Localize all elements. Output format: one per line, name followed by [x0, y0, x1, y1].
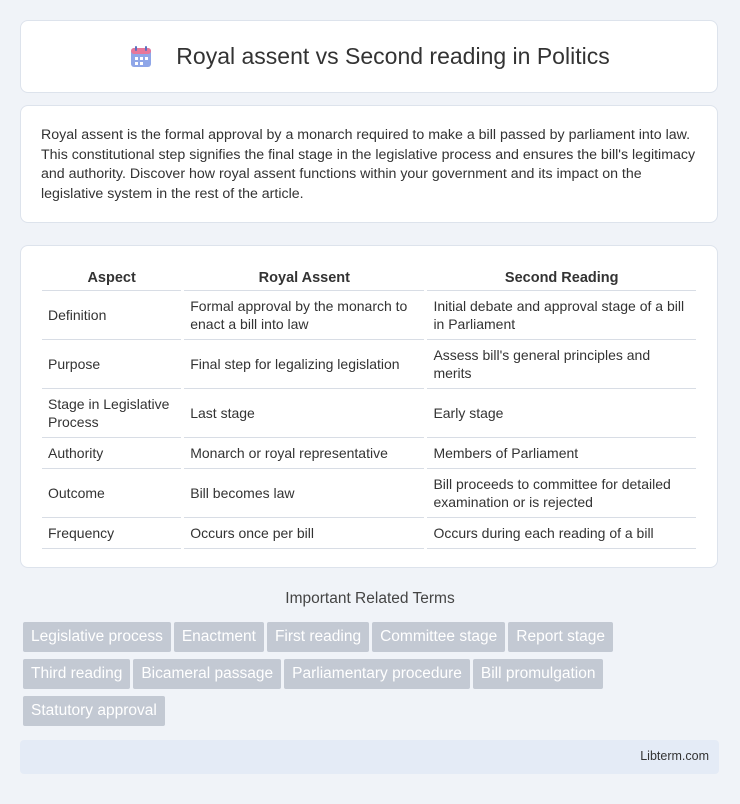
row-royal-assent: Bill becomes law	[184, 469, 424, 518]
tag-third-reading[interactable]: Third reading	[23, 659, 130, 689]
row-aspect: Stage in Legislative Process	[42, 389, 181, 438]
row-aspect: Authority	[42, 438, 181, 469]
row-royal-assent: Monarch or royal representative	[184, 438, 424, 469]
calendar-icon	[128, 44, 154, 70]
row-aspect: Definition	[42, 291, 181, 340]
row-second-reading: Occurs during each reading of a bill	[427, 518, 696, 549]
table-row	[42, 340, 696, 389]
header-second-reading: Second Reading	[427, 266, 696, 291]
related-terms-title: Important Related Terms	[285, 590, 455, 607]
related-terms-list	[23, 622, 713, 733]
header-royal-assent: Royal Assent	[184, 266, 424, 291]
tag-parliamentary-procedure[interactable]: Parliamentary procedure	[284, 659, 470, 689]
table-row	[42, 518, 696, 549]
row-aspect: Outcome	[42, 469, 181, 518]
tag-bill-promulgation[interactable]: Bill promulgation	[473, 659, 604, 689]
row-royal-assent: Formal approval by the monarch to enact a bill into law	[184, 291, 424, 340]
row-royal-assent: Last stage	[184, 389, 424, 438]
table-row	[42, 469, 696, 518]
tag-bicameral-passage[interactable]: Bicameral passage	[133, 659, 281, 689]
table-row	[42, 389, 696, 438]
row-second-reading: Early stage	[427, 389, 696, 438]
tag-enactment[interactable]: Enactment	[174, 622, 264, 652]
row-royal-assent: Final step for legalizing legislation	[184, 340, 424, 389]
tag-statutory-approval[interactable]: Statutory approval	[23, 696, 165, 726]
comparison-card	[20, 245, 718, 568]
tag-legislative-process[interactable]: Legislative process	[23, 622, 171, 652]
header-aspect: Aspect	[42, 266, 181, 291]
row-second-reading: Assess bill's general principles and merits	[427, 340, 696, 389]
table-row	[42, 291, 696, 340]
row-royal-assent: Occurs once per bill	[184, 518, 424, 549]
intro-text: Royal assent is the formal approval by a monarch required to make a bill passed by parliament into law. This constitutional step signifies the final stage in the legislative process and ensures the bill's legitimacy and authority. Discover how royal assent functions within your government and its impact on the legislative system in the rest of the article.	[41, 127, 696, 202]
footer	[20, 740, 719, 774]
row-aspect: Frequency	[42, 518, 181, 549]
comparison-table	[39, 266, 699, 549]
row-second-reading: Members of Parliament	[427, 438, 696, 469]
table-row	[42, 438, 696, 469]
tag-committee-stage[interactable]: Committee stage	[372, 622, 505, 652]
page-title: Royal assent vs Second reading in Politics	[176, 43, 610, 69]
row-aspect: Purpose	[42, 340, 181, 389]
tag-first-reading[interactable]: First reading	[267, 622, 369, 652]
row-second-reading: Bill proceeds to committee for detailed examination or is rejected	[427, 469, 696, 518]
tag-report-stage[interactable]: Report stage	[508, 622, 613, 652]
row-second-reading: Initial debate and approval stage of a bill in Parliament	[427, 291, 696, 340]
intro-card	[20, 105, 718, 223]
footer-site-link[interactable]: Libterm.com	[640, 749, 709, 763]
header-card	[20, 20, 718, 93]
